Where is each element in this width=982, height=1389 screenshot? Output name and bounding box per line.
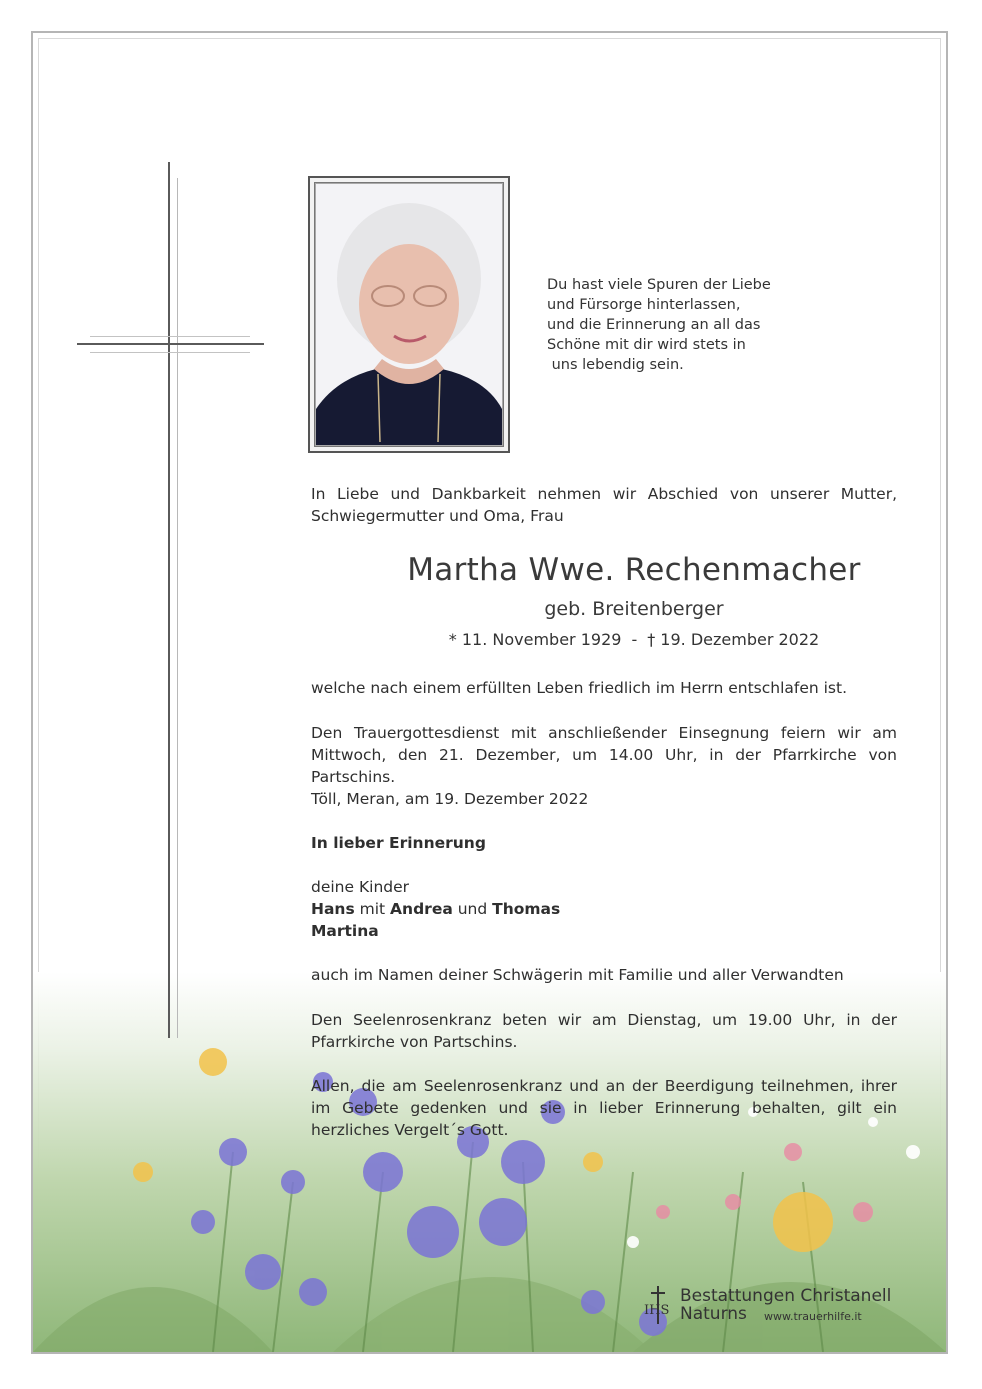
svg-text:IHS: IHS [644,1303,670,1318]
children-line [311,898,897,920]
child-name: Martina [311,922,379,940]
conjunction: und [452,900,493,918]
poem-line: und die Erinnerung an all das [547,317,761,333]
portrait-photo [316,184,502,445]
deceased-name: Martha Wwe. Rechenmacher [407,552,861,588]
cross-vertical-beam [168,162,170,1038]
logo-location: Naturns [680,1304,747,1324]
conjunction: mit [354,900,391,918]
logo-website: www.trauerhilfe.it [764,1310,862,1323]
logo-company-name: Bestattungen Christanell [680,1286,892,1306]
poem [547,275,807,375]
children-intro: deine Kinder [311,878,410,896]
child-name: Andrea [390,900,453,918]
cross-vertical-shadow [177,178,178,1038]
poem-line: Schöne mit dir wird stets in [547,337,746,353]
funeral-home-logo [642,1282,922,1332]
date-separator: - [631,630,638,649]
cross-horizontal-beam [77,343,264,345]
passed-text: welche nach einem erfüllten Leben friedlich im Herrn entschlafen ist. [311,679,848,697]
rosary-text: Den Seelenrosenkranz beten wir am Dienstag, um 19.00 Uhr, in der Pfarrkirche von Partschins. [311,1011,897,1051]
poem-line: Du hast viele Spuren der Liebe [547,277,771,293]
maiden-name: geb. Breitenberger [544,598,724,620]
child-name: Hans [311,900,355,918]
death-date: † 19. Dezember 2022 [647,630,820,649]
funeral-service-text: Den Trauergottesdienst mit anschließender Einsegnung feiern wir am Mittwoch, den 21. Dezember, um 14.00 Uhr, in der Pfarrkirche von Partschins. [311,724,897,786]
cross-horizontal-shadow-top [90,336,250,337]
child-name: Thomas [492,900,561,918]
relatives-text: auch im Namen deiner Schwägerin mit Familie und aller Verwandten [311,966,844,984]
portrait-frame [308,176,510,453]
memory-heading: In lieber Erinnerung [311,834,486,852]
intro-text: In Liebe und Dankbarkeit nehmen wir Abschied von unserer Mutter, Schwiegermutter und Oma, Frau [311,485,897,525]
portrait-image [316,184,502,445]
life-dates [311,630,957,649]
place-date: Töll, Meran, am 19. Dezember 2022 [311,790,589,808]
poem-line: und Fürsorge hinterlassen, [547,297,741,313]
birth-date: * 11. November 1929 [448,630,622,649]
thanks-text: Allen, die am Seelenrosenkranz und an der Beerdigung teilnehmen, ihrer im Gebete gedenken und sie in lieber Erinnerung behalten, gilt ein herzliches Vergelt´s Gott. [311,1077,897,1139]
cross-horizontal-shadow-bottom [90,352,250,353]
ihs-cross-icon [642,1284,674,1326]
poem-line: uns lebendig sein. [547,357,684,373]
